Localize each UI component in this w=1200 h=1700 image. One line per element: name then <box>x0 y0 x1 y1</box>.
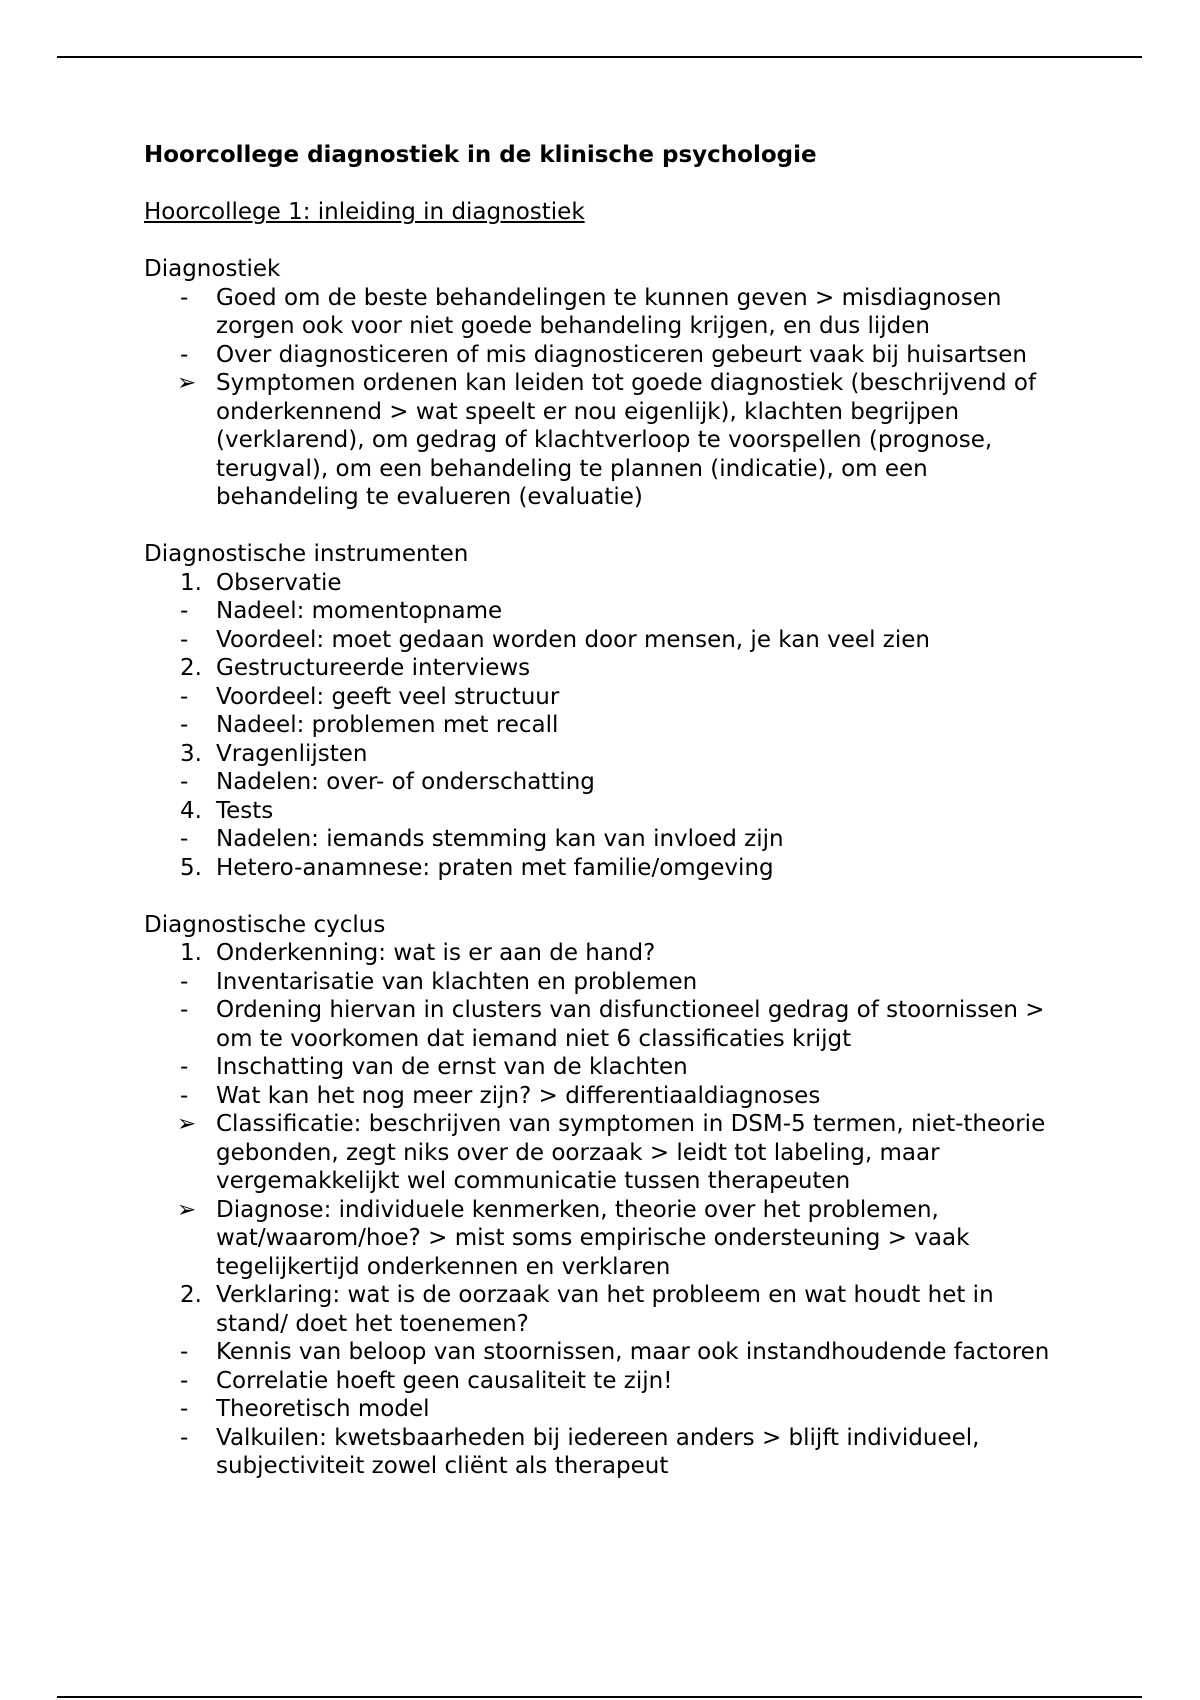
section-heading: Diagnostiek <box>144 256 281 282</box>
list-item-text: Correlatie hoeft geen causaliteit te zijn! <box>216 1367 673 1394</box>
list-number: 1. <box>180 569 202 596</box>
dash-bullet: - <box>180 826 189 852</box>
dash-bullet: - <box>180 1396 189 1422</box>
spacer <box>144 170 1064 199</box>
list-item-text: Kennis van beloop van stoornissen, maar ook instandhoudende factoren <box>216 1339 1050 1365</box>
dash-bullet: - <box>180 683 189 710</box>
dash-bullet: - <box>180 626 189 653</box>
list-item <box>144 569 1064 598</box>
list-item-text: Theoretisch model <box>216 1396 430 1422</box>
list-item-text: Diagnose: individuele kenmerken, theorie over het problemen, wat/waarom/hoe? > mist soms empirische ondersteuning > vaak tegelijkertijd onderkennen en verklaren <box>216 1196 970 1280</box>
arrow-bullet-icon: ➢ <box>177 1196 197 1223</box>
list-item <box>144 768 1064 797</box>
list-item-text: Goed om de beste behandelingen te kunnen geven > misdiagnosen zorgen ook voor niet goede behandeling krijgen, en dus lijden <box>216 284 1002 339</box>
list-item-text: Hetero-anamnese: praten met familie/omgeving <box>216 854 774 881</box>
list-item-text: Inventarisatie van klachten en problemen <box>216 968 698 995</box>
list-item <box>144 284 1064 341</box>
dash-bullet: - <box>180 968 189 995</box>
dash-bullet: - <box>180 1424 189 1451</box>
list-item-text: Over diagnosticeren of mis diagnosticeren gebeurt vaak bij huisartsen <box>216 341 1028 368</box>
list-number: 3. <box>180 740 202 767</box>
list-item-text: Nadeel: problemen met recall <box>216 712 559 738</box>
list-item <box>144 1196 1064 1282</box>
dash-bullet: - <box>180 598 189 624</box>
dash-bullet: - <box>180 1367 189 1394</box>
dash-bullet: - <box>180 1082 189 1109</box>
spacer <box>144 512 1064 541</box>
list-item <box>144 996 1064 1053</box>
list-item <box>144 968 1064 997</box>
list-item <box>144 1110 1064 1196</box>
list-item <box>144 740 1064 769</box>
header-rule <box>57 56 1142 58</box>
document-title: Hoorcollege diagnostiek in de klinische psychologie <box>144 142 817 168</box>
sections <box>144 255 1064 1481</box>
list-item <box>144 1395 1064 1424</box>
list-item-text: Vragenlijsten <box>216 740 368 767</box>
document-body <box>144 141 1064 1481</box>
arrow-bullet-icon: ➢ <box>177 370 197 396</box>
list-item-text: Voordeel: moet gedaan worden door mensen, je kan veel zien <box>216 626 930 653</box>
list-item-text: Voordeel: geeft veel structuur <box>216 683 560 710</box>
list-item <box>144 1424 1064 1481</box>
list-item-text: Wat kan het nog meer zijn? > differentiaaldiagnoses <box>216 1082 821 1109</box>
list-item <box>144 1281 1064 1338</box>
list-item-text: Nadelen: iemands stemming kan van invloed zijn <box>216 826 784 852</box>
list-item <box>144 854 1064 883</box>
list-item-text: Verklaring: wat is de oorzaak van het probleem en wat houdt het in stand/ doet het toenemen? <box>216 1282 994 1337</box>
list-item <box>144 369 1064 512</box>
list-item <box>144 597 1064 626</box>
list-item-text: Symptomen ordenen kan leiden tot goede diagnostiek (beschrijvend of onderkennend > wat speelt er nou eigenlijk), klachten begrijpen (verklarend), om gedrag of klachtverloop te voorspellen (prognose, terugval), om een behandeling te plannen (indicatie), om een behandeling te evalueren (evaluatie) <box>216 370 1037 510</box>
list-item <box>144 1338 1064 1367</box>
list-item-text: Onderkenning: wat is er aan de hand? <box>216 940 656 966</box>
section-heading: Diagnostische instrumenten <box>144 541 469 567</box>
dash-bullet: - <box>180 769 189 795</box>
list-item-text: Observatie <box>216 569 342 596</box>
list-item <box>144 683 1064 712</box>
list-item <box>144 1367 1064 1396</box>
list-item <box>144 1053 1064 1082</box>
list-item-text: Nadelen: over- of onderschatting <box>216 769 595 795</box>
section-heading: Diagnostische cyclus <box>144 911 386 938</box>
list-item-text: Tests <box>216 797 274 824</box>
lecture-subtitle: Hoorcollege 1: inleiding in diagnostiek <box>144 199 585 225</box>
footer-rule <box>57 1696 1142 1698</box>
dash-bullet: - <box>180 284 189 311</box>
spacer <box>144 882 1064 911</box>
list-item <box>144 711 1064 740</box>
list-item-text: Gestructureerde interviews <box>216 655 531 681</box>
spacer <box>144 227 1064 256</box>
dash-bullet: - <box>180 1054 189 1080</box>
dash-bullet: - <box>180 712 189 738</box>
list-item <box>144 825 1064 854</box>
list-number: 1. <box>180 940 202 966</box>
dash-bullet: - <box>180 341 189 368</box>
list-item-text: Inschatting van de ernst van de klachten <box>216 1054 688 1080</box>
list-item <box>144 1082 1064 1111</box>
list-item <box>144 797 1064 826</box>
list-item <box>144 626 1064 655</box>
list-item-text: Classificatie: beschrijven van symptomen in DSM-5 termen, niet-theorie gebonden, zegt niks over de oorzaak > leidt tot labeling, maar vergemakkelijkt wel communicatie tussen therapeuten <box>216 1111 1046 1194</box>
arrow-bullet-icon: ➢ <box>177 1111 197 1137</box>
list-item-text: Nadeel: momentopname <box>216 598 503 624</box>
dash-bullet: - <box>180 1339 189 1365</box>
list-item <box>144 341 1064 370</box>
list-item <box>144 939 1064 968</box>
list-number: 4. <box>180 797 202 824</box>
list-number: 5. <box>180 854 202 881</box>
list-item-text: Valkuilen: kwetsbaarheden bij iedereen anders > blijft individueel, subjectiviteit zowel cliënt als therapeut <box>216 1424 980 1479</box>
list-number: 2. <box>180 1282 202 1308</box>
list-item-text: Ordening hiervan in clusters van disfunctioneel gedrag of stoornissen > om te voorkomen dat iemand niet 6 classificaties krijgt <box>216 997 1045 1052</box>
list-number: 2. <box>180 655 202 681</box>
dash-bullet: - <box>180 997 189 1023</box>
list-item <box>144 654 1064 683</box>
